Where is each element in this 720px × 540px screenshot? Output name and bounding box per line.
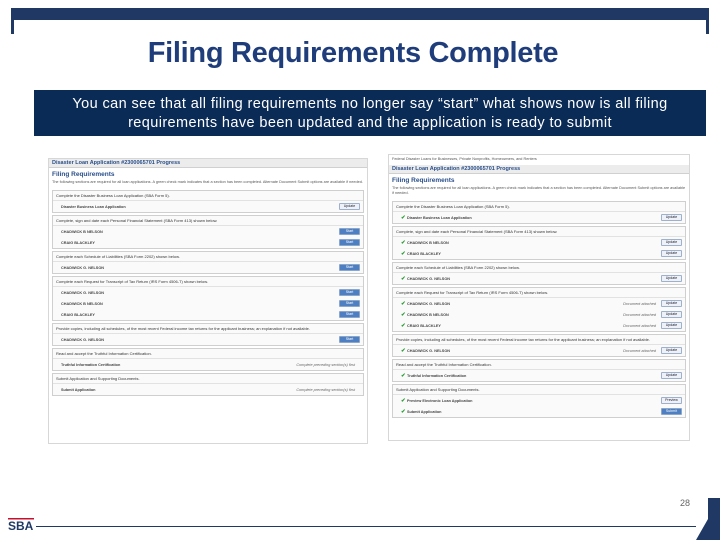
requirement-row <box>393 248 685 259</box>
requirement-name: Truthful Information Certification <box>407 373 467 378</box>
intro-text: The following sections are required for all loan applications. A green check mark indicates that a section has been completed. Alternate Document Submit options are available if needed. <box>52 180 363 184</box>
requirement-name: CRAIG BLACKLEY <box>61 240 95 245</box>
requirement-section <box>392 226 686 260</box>
requirement-name: Preview Electronic Loan Application <box>407 398 473 403</box>
update-button[interactable]: Update <box>661 300 682 307</box>
requirement-name: CHADWICK G. NELSON <box>61 337 105 342</box>
section-title: Read and accept the Truthful Information Certification. <box>393 360 685 370</box>
requirement-status: Complete preceding section(s) first <box>296 387 355 392</box>
update-button[interactable]: Update <box>661 239 682 246</box>
section-title: Read and accept the Truthful Information Certification. <box>53 349 363 359</box>
requirement-row <box>393 237 685 248</box>
checkmark-icon: ✔ <box>401 300 406 307</box>
requirement-row <box>53 384 363 395</box>
top-accent-bar <box>11 8 709 20</box>
checkmark-icon: ✔ <box>401 397 406 404</box>
requirement-section <box>392 287 686 332</box>
right-screenshot-after <box>388 154 690 441</box>
requirement-row <box>393 345 685 356</box>
requirement-section <box>392 334 686 357</box>
requirement-row <box>393 273 685 284</box>
requirement-row <box>53 298 363 309</box>
requirement-row <box>53 201 363 212</box>
top-left-accent <box>11 20 14 34</box>
start-button[interactable]: Start <box>339 311 360 318</box>
requirement-section <box>52 348 364 371</box>
requirement-row <box>393 406 685 417</box>
section-title: Complete each Schedule of Liabilities (SBA Form 2202) shown below. <box>393 263 685 273</box>
requirement-section <box>52 215 364 249</box>
requirement-name: Truthful Information Certification <box>61 362 121 367</box>
requirement-section <box>52 373 364 396</box>
requirement-sections <box>389 201 689 418</box>
requirement-status: Document attached <box>623 323 656 328</box>
start-button[interactable]: Start <box>339 289 360 296</box>
requirement-sections <box>49 190 367 396</box>
left-screenshot-before <box>48 158 368 444</box>
preview-button[interactable]: Preview <box>661 397 682 404</box>
requirement-row <box>393 298 685 309</box>
requirement-name: CHADWICK B NELSON <box>407 240 449 245</box>
requirement-name: CRAIG BLACKLEY <box>61 312 95 317</box>
requirement-name: CHADWICK G. NELSON <box>61 290 105 295</box>
checkmark-icon: ✔ <box>401 372 406 379</box>
top-right-accent <box>706 20 709 34</box>
checkmark-icon: ✔ <box>401 311 406 318</box>
filing-requirements-heading: Filing Requirements <box>392 177 455 184</box>
requirement-section <box>392 201 686 224</box>
section-title: Submit Application and Supporting Documents. <box>53 374 363 384</box>
footer-rule <box>36 526 696 527</box>
intro-text: The following sections are required for all loan applications. A green check mark indicates that a section has been completed. Alternate Document Submit options are available if needed. <box>392 186 686 195</box>
checkmark-icon: ✔ <box>401 214 406 221</box>
start-button[interactable]: Start <box>339 228 360 235</box>
requirement-row <box>53 226 363 237</box>
section-title: Complete, sign and date each Personal Financial Statement (SBA Form 413) shown below. <box>393 227 685 237</box>
requirement-status: Complete preceding section(s) first <box>296 362 355 367</box>
start-button[interactable]: Start <box>339 336 360 343</box>
requirement-row <box>53 359 363 370</box>
sba-logo-text: SBA <box>8 519 34 533</box>
checkmark-icon: ✔ <box>401 322 406 329</box>
update-button[interactable]: Update <box>661 275 682 282</box>
requirement-name: CHADWICK B NELSON <box>61 301 103 306</box>
checkmark-icon: ✔ <box>401 347 406 354</box>
requirement-section <box>52 323 364 346</box>
section-title: Complete each Request for Transcript of Tax Return (IRS Form 4506-T) shown below. <box>393 288 685 298</box>
checkmark-icon: ✔ <box>401 250 406 257</box>
requirement-name: CHADWICK B NELSON <box>61 229 103 234</box>
section-title: Complete, sign and date each Personal Financial Statement (SBA Form 413) shown below. <box>53 216 363 226</box>
requirement-name: CHADWICK G. NELSON <box>61 265 105 270</box>
requirement-section <box>392 359 686 382</box>
section-title: Complete the Disaster Business Loan Application (SBA Form 5). <box>53 191 363 201</box>
banner-line-2: requirements have been updated and the application is ready to submit <box>128 115 612 131</box>
requirement-name: Disaster Business Loan Application <box>407 215 472 220</box>
slide-title: Filing Requirements Complete <box>147 37 559 69</box>
requirement-name: Submit Application <box>407 409 442 414</box>
requirement-status: Document attached <box>623 312 656 317</box>
banner-line-1: You can see that all filing requirements no longer say “start” what shows now is all filing <box>72 96 668 112</box>
sba-logo <box>6 516 36 534</box>
update-button[interactable]: Update <box>339 203 360 210</box>
update-button[interactable]: Update <box>661 372 682 379</box>
start-button[interactable]: Start <box>339 300 360 307</box>
top-note: Federal Disaster Loans for Businesses, Private Nonprofits, Homeowners, and Renters <box>392 157 537 161</box>
section-title: Provide copies, including all schedules, of the most recent Federal income tax returns for the applicant business; an explanation if not available. <box>53 324 363 334</box>
requirement-section <box>392 262 686 285</box>
checkmark-icon: ✔ <box>401 408 406 415</box>
requirement-row <box>393 395 685 406</box>
requirement-row <box>53 262 363 273</box>
checkmark-icon: ✔ <box>401 275 406 282</box>
requirement-status: Document attached <box>623 348 656 353</box>
start-button[interactable]: Start <box>339 239 360 246</box>
explanation-banner <box>34 90 706 136</box>
update-button[interactable]: Update <box>661 347 682 354</box>
update-button[interactable]: Update <box>661 311 682 318</box>
section-title: Complete the Disaster Business Loan Application (SBA Form 5). <box>393 202 685 212</box>
section-title: Complete each Request for Transcript of Tax Return (IRS Form 4506-T) shown below. <box>53 277 363 287</box>
filing-requirements-heading: Filing Requirements <box>52 171 115 178</box>
requirement-row <box>53 334 363 345</box>
progress-header: Disaster Loan Application #2300065701 Progress <box>389 165 689 174</box>
requirement-name: CHADWICK G. NELSON <box>407 276 451 281</box>
requirement-row <box>393 212 685 223</box>
requirement-row <box>53 287 363 298</box>
requirement-name: CHADWICK G. NELSON <box>407 301 451 306</box>
requirement-row <box>53 309 363 320</box>
requirement-status: Document attached <box>623 301 656 306</box>
requirement-name: CHADWICK B NELSON <box>407 312 449 317</box>
checkmark-icon: ✔ <box>401 239 406 246</box>
requirement-section <box>52 251 364 274</box>
requirement-section <box>52 190 364 213</box>
requirement-name: CRAIG BLACKLEY <box>407 323 441 328</box>
requirement-section <box>392 384 686 418</box>
requirement-name: CRAIG BLACKLEY <box>407 251 441 256</box>
section-title: Provide copies, including all schedules, of the most recent Federal income tax returns for the applicant business; an explanation if not available. <box>393 335 685 345</box>
requirement-row <box>393 370 685 381</box>
requirement-name: CHADWICK G. NELSON <box>407 348 451 353</box>
update-button[interactable]: Update <box>661 322 682 329</box>
requirement-name: Disaster Business Loan Application <box>61 204 126 209</box>
requirement-section <box>52 276 364 321</box>
update-button[interactable]: Update <box>661 214 682 221</box>
requirement-row <box>393 320 685 331</box>
start-button[interactable]: Start <box>339 264 360 271</box>
submit-button[interactable]: Submit <box>661 408 682 415</box>
page-number: 28 <box>680 498 691 508</box>
progress-header: Disaster Loan Application #2300065701 Progress <box>49 159 367 168</box>
requirement-row <box>53 237 363 248</box>
update-button[interactable]: Update <box>661 250 682 257</box>
section-title: Submit Application and Supporting Documents. <box>393 385 685 395</box>
requirement-name: Submit Application <box>61 387 96 392</box>
section-title: Complete each Schedule of Liabilities (SBA Form 2202) shown below. <box>53 252 363 262</box>
requirement-row <box>393 309 685 320</box>
corner-accent-block <box>708 498 720 540</box>
